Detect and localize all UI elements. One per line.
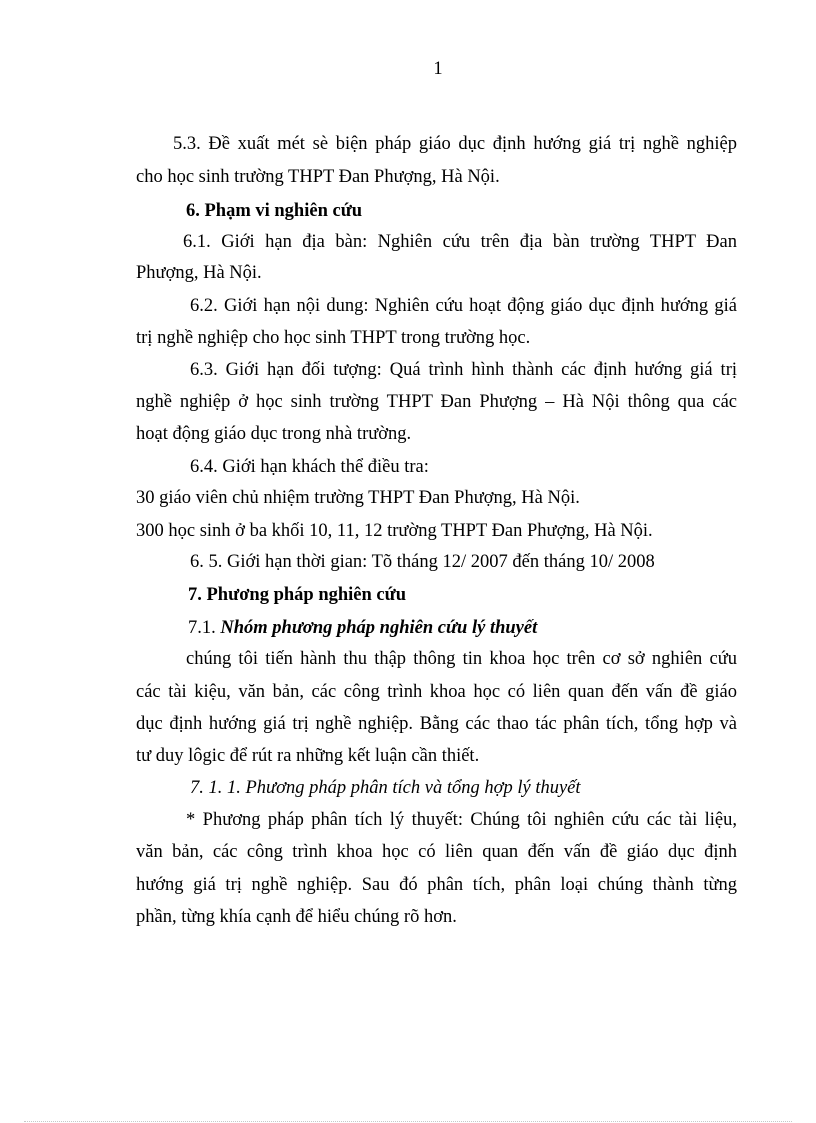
line-7-1-1-para-2: văn bản, các công trình khoa học có liên quan đến vấn đề giáo dục định [136, 842, 737, 862]
heading-7-1-1: 7. 1. 1. Phương pháp phân tích và tổng hợp lý thuyết [190, 778, 581, 798]
line-6-2-cont: trị nghề nghiệp cho học sinh THPT trong trường học. [136, 328, 531, 348]
line-6-1-cont: Phượng, Hà Nội. [136, 263, 262, 283]
page-number: 1 [433, 59, 443, 79]
line-7-1-para-4: tư duy lôgic để rút ra những kết luận cần thiết. [136, 746, 480, 766]
page-bottom-border [24, 1121, 792, 1122]
heading-section-6: 6. Phạm vi nghiên cứu [186, 201, 363, 221]
line-7-1-para-2: các tài kiệu, văn bản, các công trình khoa học có liên quan đến vấn đề giáo [136, 682, 737, 702]
line-6-3-cont-1: nghề nghiệp ở học sinh trường THPT Đan Phượng – Hà Nội thông qua các [136, 392, 737, 412]
line-6-4: 6.4. Giới hạn khách thể điều tra: [190, 457, 429, 477]
heading-7-1-title: Nhóm phương pháp nghiên cứu lý thuyết [220, 618, 538, 638]
line-6-3: 6.3. Giới hạn đối tượng: Quá trình hình thành các định hướng giá trị [190, 360, 737, 380]
line-6-3-cont-2: hoạt động giáo dục trong nhà trường. [136, 424, 412, 444]
heading-7-1 [188, 617, 537, 639]
line-7-1-1-para-4: phần, từng khía cạnh để hiểu chúng rõ hơn. [136, 907, 457, 927]
line-7-1-1-para-1: * Phương pháp phân tích lý thuyết: Chúng tôi nghiên cứu các tài liệu, [186, 810, 737, 830]
heading-section-7: 7. Phương pháp nghiên cứu [188, 585, 407, 605]
line-7-1-para-1: chúng tôi tiến hành thu thập thông tin khoa học trên cơ sở nghiên cứu [186, 649, 737, 669]
line-5-3-cont: cho học sinh trường THPT Đan Phượng, Hà Nội. [136, 167, 500, 187]
heading-7-1-number: 7.1. [188, 618, 216, 638]
line-6-5: 6. 5. Giới hạn thời gian: Tõ tháng 12/ 2007 đến tháng 10/ 2008 [190, 552, 655, 572]
line-5-3: 5.3. Đề xuất mét sè biện pháp giáo dục định hướng giá trị nghề nghiệp [173, 134, 737, 154]
line-6-4-teachers: 30 giáo viên chủ nhiệm trường THPT Đan Phượng, Hà Nội. [136, 488, 580, 508]
line-7-1-para-3: dục định hướng giá trị nghề nghiệp. Bằng các thao tác phân tích, tổng hợp và [136, 714, 737, 734]
line-7-1-1-para-3: hướng giá trị nghề nghiệp. Sau đó phân tích, phân loại chúng thành từng [136, 875, 737, 895]
line-6-2: 6.2. Giới hạn nội dung: Nghiên cứu hoạt động giáo dục định hướng giá [190, 296, 737, 316]
line-6-1: 6.1. Giới hạn địa bàn: Nghiên cứu trên địa bàn trường THPT Đan [183, 232, 737, 252]
line-6-4-students: 300 học sinh ở ba khối 10, 11, 12 trường THPT Đan Phượng, Hà Nội. [136, 521, 653, 541]
